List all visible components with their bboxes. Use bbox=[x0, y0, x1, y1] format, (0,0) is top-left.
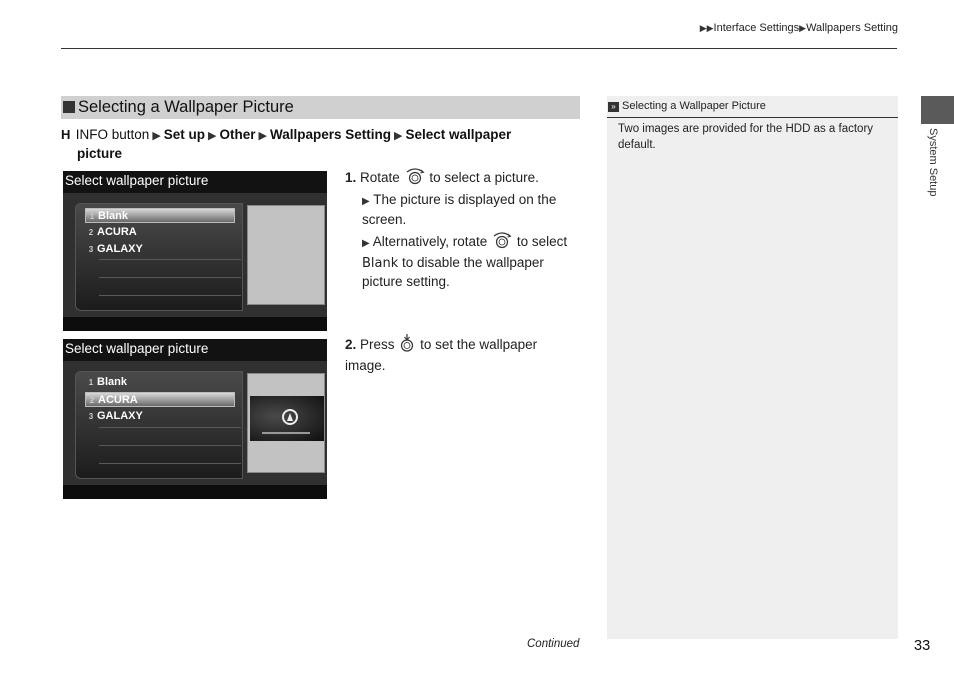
wallpaper-preview bbox=[247, 205, 325, 305]
dial-rotate-icon bbox=[491, 231, 513, 254]
item-label: GALAXY bbox=[97, 410, 143, 422]
acura-logo-icon bbox=[282, 409, 298, 425]
header-rule bbox=[61, 48, 897, 49]
side-note-title: Selecting a Wallpaper Picture bbox=[622, 100, 766, 112]
item-label: ACURA bbox=[98, 394, 138, 406]
path-step: picture bbox=[77, 146, 123, 161]
step-number: 2. bbox=[345, 337, 357, 352]
triangle-arrow-icon: ▶ bbox=[799, 23, 807, 33]
item-number: 2 bbox=[89, 396, 95, 405]
screen-title: Select wallpaper picture bbox=[65, 341, 209, 356]
sub-text: Alternatively, rotate bbox=[372, 234, 488, 249]
blank-option-label: Blank bbox=[362, 256, 399, 271]
screenshot-2 bbox=[63, 339, 327, 499]
info-h-icon: H bbox=[61, 127, 71, 142]
triangle-arrow-icon: ▶ bbox=[362, 238, 370, 249]
screen-title: Select wallpaper picture bbox=[65, 173, 209, 188]
list-divider bbox=[99, 259, 241, 260]
list-divider bbox=[99, 445, 241, 446]
list-item[interactable] bbox=[85, 375, 235, 390]
path-step: Other bbox=[219, 127, 256, 142]
note-marker-icon: » bbox=[608, 102, 619, 112]
continued-label: Continued bbox=[527, 638, 580, 650]
list-divider bbox=[99, 295, 241, 296]
side-note-heading bbox=[607, 96, 898, 118]
sub-text: The picture is displayed on the screen. bbox=[362, 192, 557, 227]
list-item[interactable] bbox=[85, 409, 235, 424]
chapter-tab bbox=[921, 96, 954, 124]
list-item[interactable] bbox=[85, 208, 235, 223]
dial-rotate-icon bbox=[404, 167, 426, 190]
sub-text: to bbox=[516, 234, 529, 249]
step-text: to select a picture. bbox=[429, 170, 539, 185]
path-step: Wallpapers Setting bbox=[270, 127, 392, 142]
section-square-icon bbox=[63, 101, 75, 113]
triangle-arrow-icon: ▶ bbox=[362, 196, 370, 207]
wallpaper-preview bbox=[247, 373, 325, 473]
sub-text: select bbox=[531, 234, 568, 249]
item-label: ACURA bbox=[97, 226, 137, 238]
step-1 bbox=[345, 167, 575, 190]
section-heading bbox=[61, 96, 580, 119]
triangle-arrow-icon: ▶ bbox=[258, 130, 267, 142]
screen-frame bbox=[63, 193, 327, 317]
item-number: 1 bbox=[88, 378, 94, 387]
path-start: INFO button bbox=[75, 127, 150, 142]
step-text: Press bbox=[360, 337, 395, 352]
chapter-tab-label: System Setup bbox=[927, 128, 939, 197]
list-divider bbox=[99, 463, 241, 464]
side-note bbox=[607, 96, 898, 639]
sub-text: to disable the wallpaper picture setting. bbox=[362, 255, 544, 289]
item-number: 3 bbox=[88, 245, 94, 254]
item-number: 3 bbox=[88, 412, 94, 421]
screen-bottom-bar bbox=[63, 485, 327, 499]
step-text: Rotate bbox=[360, 170, 400, 185]
step-1-sub-2 bbox=[362, 231, 574, 291]
breadcrumb-item[interactable]: Interface Settings bbox=[713, 22, 800, 34]
item-label: Blank bbox=[98, 210, 128, 222]
list-divider bbox=[99, 427, 241, 428]
item-number: 2 bbox=[88, 228, 94, 237]
screen-frame bbox=[63, 361, 327, 485]
triangle-arrow-icon: ▶▶ bbox=[699, 23, 714, 33]
wallpaper-band bbox=[262, 432, 310, 434]
section-title: Selecting a Wallpaper Picture bbox=[78, 98, 294, 116]
step-text: to set the wallpaper image. bbox=[345, 337, 538, 373]
step-1-sub-1 bbox=[362, 191, 574, 229]
menu-path bbox=[61, 126, 580, 163]
breadcrumb-item[interactable]: Wallpapers Setting bbox=[806, 22, 898, 34]
item-label: Blank bbox=[97, 376, 127, 388]
side-note-body: Two images are provided for the HDD as a factory default. bbox=[618, 123, 874, 151]
list-item[interactable] bbox=[85, 242, 235, 257]
dial-press-icon bbox=[398, 334, 416, 357]
breadcrumb bbox=[700, 22, 898, 34]
item-label: GALAXY bbox=[97, 243, 143, 255]
triangle-arrow-icon: ▶ bbox=[394, 130, 403, 142]
screenshot-1 bbox=[63, 171, 327, 331]
list-divider bbox=[99, 277, 241, 278]
path-step: Select wallpaper bbox=[405, 127, 512, 142]
item-number: 1 bbox=[89, 212, 95, 221]
step-number: 1. bbox=[345, 170, 357, 185]
path-step: Set up bbox=[163, 127, 206, 142]
screen-bottom-bar bbox=[63, 317, 327, 331]
list-item[interactable] bbox=[85, 392, 235, 407]
list-item[interactable] bbox=[85, 225, 235, 240]
step-2 bbox=[345, 334, 575, 375]
page-number: 33 bbox=[914, 638, 931, 654]
triangle-arrow-icon: ▶ bbox=[152, 130, 161, 142]
acura-wallpaper-thumbnail bbox=[250, 396, 324, 441]
triangle-arrow-icon: ▶ bbox=[208, 130, 217, 142]
